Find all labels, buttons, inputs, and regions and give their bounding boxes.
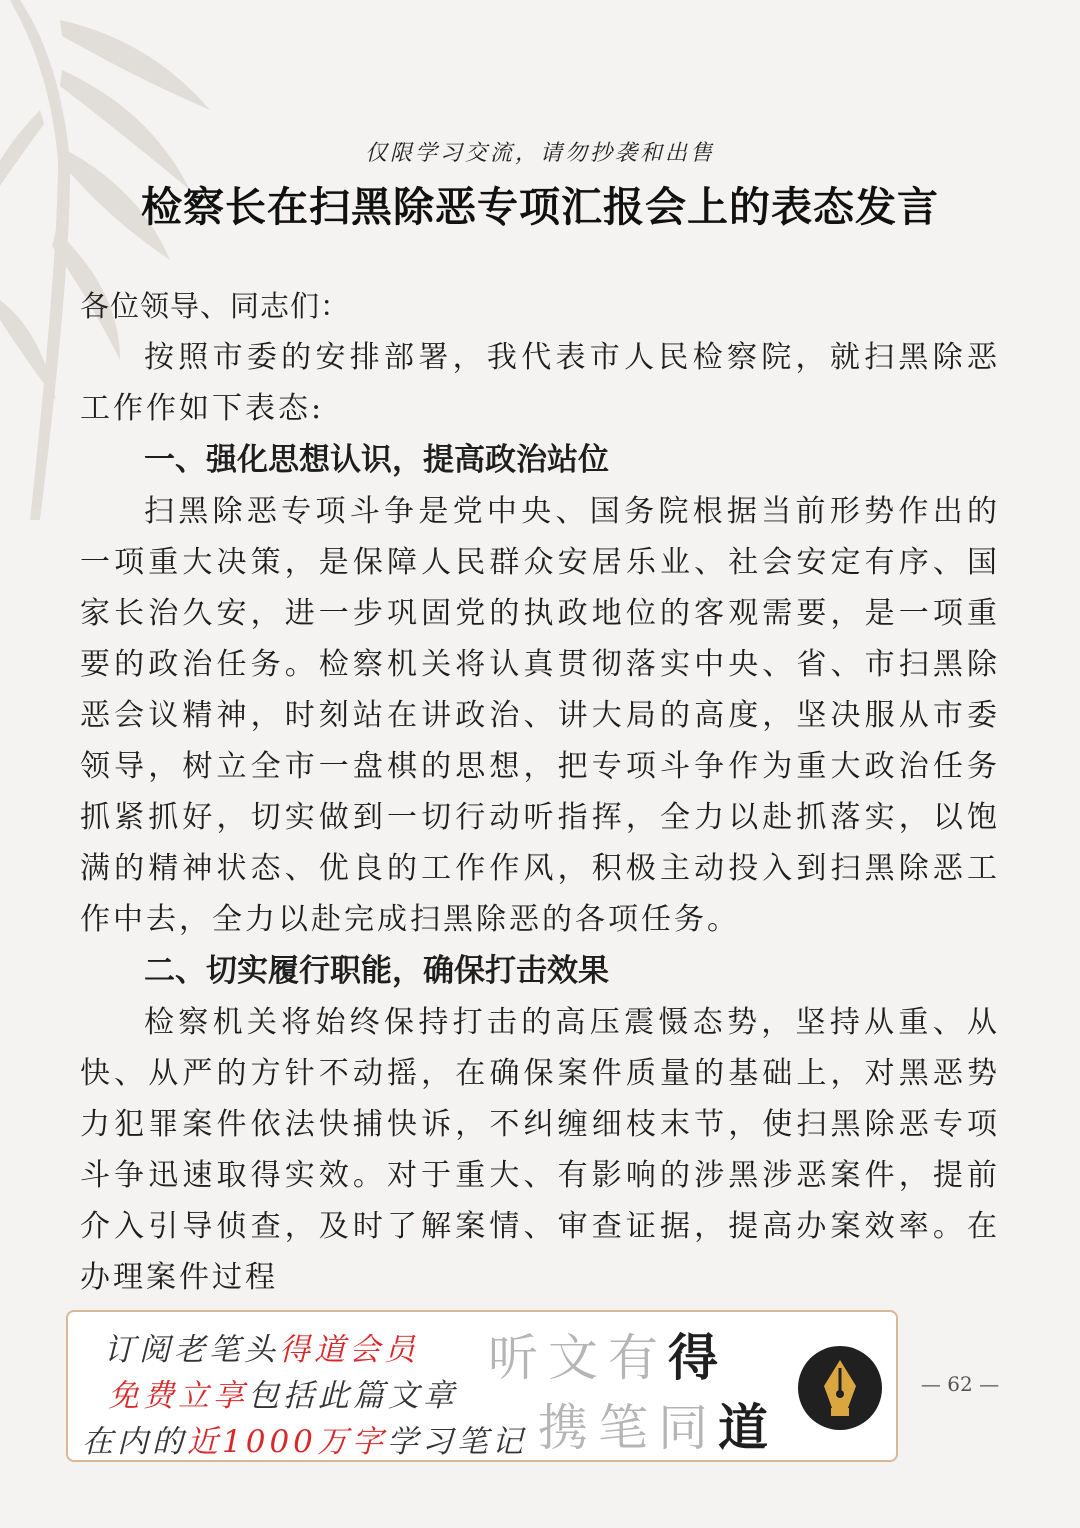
article-body bbox=[80, 280, 1000, 1303]
slogan-emphasis: 道 bbox=[718, 1398, 778, 1457]
slogan-text: 携笔同 bbox=[538, 1399, 718, 1457]
banner-slogan-1 bbox=[488, 1318, 728, 1390]
intro-paragraph: 按照市委的安排部署，我代表市人民检察院，就扫黑除恶工作作如下表态: bbox=[80, 340, 1000, 426]
page-number: — 62 — bbox=[920, 1372, 1000, 1396]
pen-nib-icon bbox=[798, 1346, 882, 1430]
banner-line-2 bbox=[108, 1370, 458, 1415]
banner-line-3 bbox=[82, 1416, 527, 1461]
section-heading-1: 一、强化思想认识，提高政治站位 bbox=[144, 442, 609, 478]
banner-highlight: 得道会员 bbox=[279, 1332, 419, 1368]
banner-line-1 bbox=[104, 1324, 419, 1369]
banner-text: 学习笔记 bbox=[386, 1424, 527, 1460]
section-body-2: 检察机关将始终保持打击的高压震慑态势，坚持从重、从快、从严的方针不动摇，在确保案件质量的基础上，对黑恶势力犯罪案件依法快捕快诉，不纠缠细枝末节，使扫黑除恶专项斗争迅速取得实效。对于重大、有影响的涉黑涉恶案件，提前介入引导侦查，及时了解案情、审查证据，提高办案效率。在办理案件过程 bbox=[80, 1005, 1000, 1295]
salutation: 各位领导、同志们： bbox=[80, 289, 351, 323]
banner-slogan-2 bbox=[538, 1388, 778, 1460]
banner-text: 订阅老笔头 bbox=[104, 1332, 279, 1368]
usage-notice: 仅限学习交流，请勿抄袭和出售 bbox=[364, 141, 715, 166]
slogan-text: 听文有 bbox=[488, 1329, 668, 1387]
banner-text: 在内的 bbox=[82, 1424, 187, 1460]
page-title: 检察长在扫黑除恶专项汇报会上的表态发言 bbox=[141, 183, 939, 231]
banner-highlight: 免费立享 bbox=[108, 1378, 248, 1414]
subscription-banner[interactable] bbox=[66, 1310, 898, 1462]
banner-highlight: 近1000万字 bbox=[187, 1424, 387, 1460]
section-heading-2: 二、切实履行职能，确保打击效果 bbox=[144, 953, 609, 989]
slogan-emphasis: 得 bbox=[668, 1328, 728, 1387]
banner-text: 包括此篇文章 bbox=[248, 1378, 458, 1414]
section-body-1: 扫黑除恶专项斗争是党中央、国务院根据当前形势作出的一项重大决策，是保障人民群众安居乐业、社会安定有序、国家长治久安，进一步巩固党的执政地位的客观需要，是一项重要的政治任务。检察机关将认真贯彻落实中央、省、市扫黑除恶会议精神，时刻站在讲政治、讲大局的高度，坚决服从市委领导，树立全市一盘棋的思想，把专项斗争作为重大政治任务抓紧抓好，切实做到一切行动听指挥，全力以赴抓落实，以饱满的精神状态、优良的工作作风，积极主动投入到扫黑除恶工作中去，全力以赴完成扫黑除恶的各项任务。 bbox=[80, 494, 1000, 937]
